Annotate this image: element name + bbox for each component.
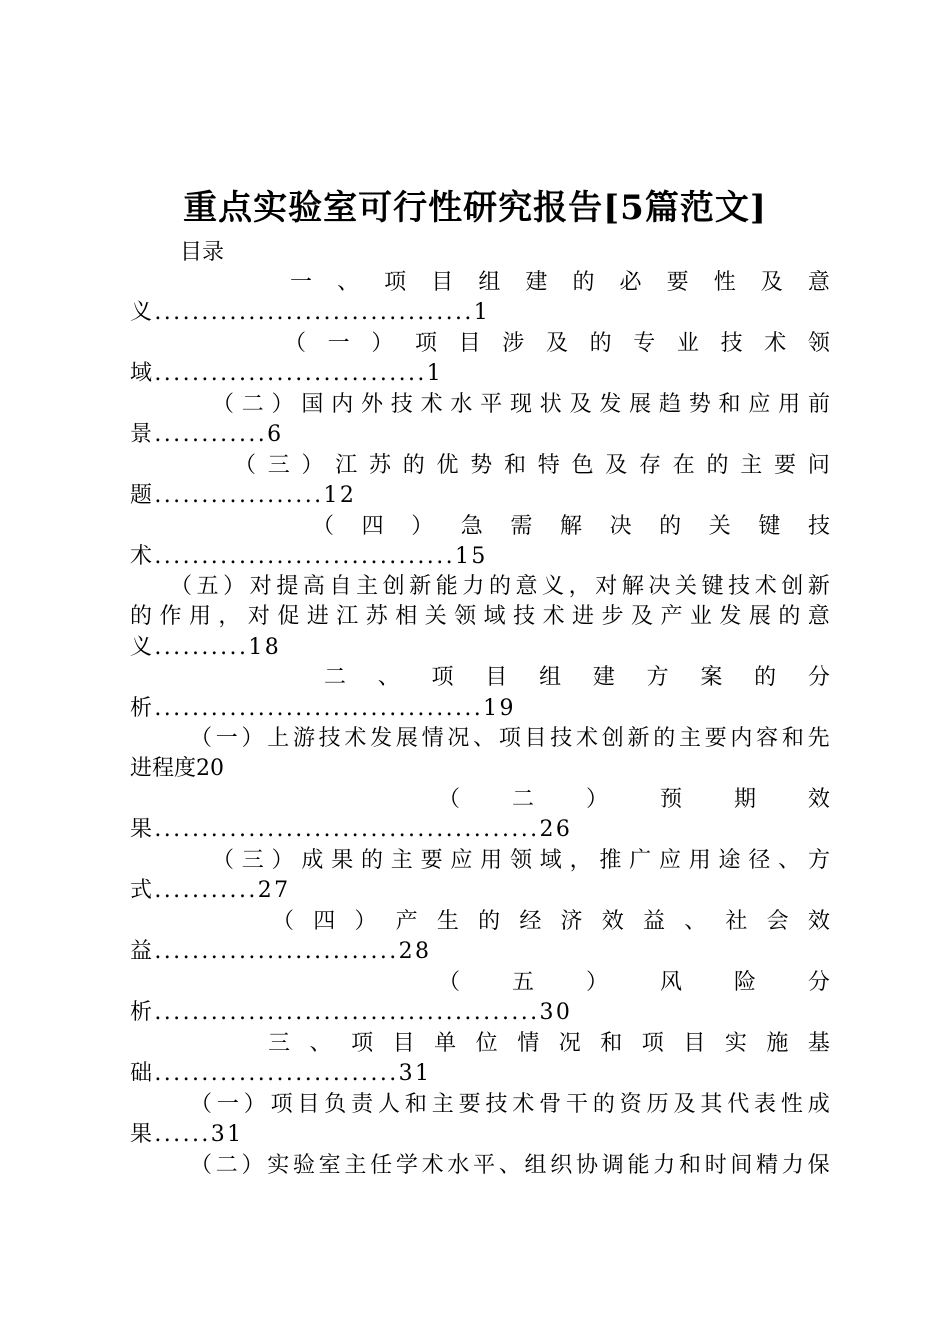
toc-entry-4-line2: 题..................12 bbox=[130, 483, 357, 508]
toc-entry-6-line2: 的 作 用 ， 对 促 进 江 苏 相 关 领 域 技 术 进 步 及 产 业 发 展 的 意 bbox=[130, 604, 830, 629]
toc-entry-11-line2: 益..........................28 bbox=[130, 939, 432, 964]
toc-entry-3-line2: 景............6 bbox=[130, 422, 284, 447]
toc-entry-5-line2: 术................................15 bbox=[130, 544, 488, 569]
toc-entry-12-line2: 析.........................................30 bbox=[130, 1000, 573, 1025]
toc-entry-6-line3: 义..........18 bbox=[130, 635, 282, 660]
toc-entry-14-line2: 果......31 bbox=[130, 1122, 244, 1147]
toc-entry-5-line1: （ 四 ） 急 需 解 决 的 关 键 技 bbox=[312, 514, 830, 539]
toc-entry-4-line1: （ 三 ） 江 苏 的 优 势 和 特 色 及 存 在 的 主 要 问 bbox=[234, 453, 830, 478]
toc-entry-9-line1: （ 二 ） 预 期 效 bbox=[438, 787, 830, 812]
toc-entry-2-line1: （ 一 ） 项 目 涉 及 的 专 业 技 术 领 bbox=[284, 331, 830, 356]
toc-entry-1-line1: 一 、 项 目 组 建 的 必 要 性 及 意 bbox=[290, 270, 830, 295]
toc-entry-10-line1: （ 三 ） 成 果 的 主 要 应 用 领 域 ， 推 广 应 用 途 径 、 方 bbox=[212, 848, 830, 873]
toc-entry-9-line2: 果.........................................26 bbox=[130, 817, 573, 842]
toc-entry-13-line2: 础..........................31 bbox=[130, 1061, 432, 1086]
toc-entry-15-line1: （ 二 ） 实 验 室 主 任 学 术 水 平 、 组 织 协 调 能 力 和 时 间 精 力 保 bbox=[190, 1153, 830, 1178]
toc-entry-11-line1: （ 四 ） 产 生 的 经 济 效 益 、 社 会 效 bbox=[272, 909, 830, 934]
toc-entry-7-line2: 析...................................19 bbox=[130, 696, 516, 721]
toc-entry-1-line2: 义..................................1 bbox=[130, 300, 491, 325]
toc-entry-3-line1: （ 二 ） 国 内 外 技 术 水 平 现 状 及 发 展 趋 势 和 应 用 前 bbox=[212, 392, 830, 417]
toc-entry-2-line2: 域.............................1 bbox=[130, 361, 444, 386]
toc-label: 目录 bbox=[180, 240, 225, 265]
toc-entry-7-line1: 二 、 项 目 组 建 方 案 的 分 bbox=[324, 665, 830, 690]
toc-entry-6-line1: （ 五 ） 对 提 高 自 主 创 新 能 力 的 意 义 ， 对 解 决 关 键 技 术 创 新 bbox=[170, 574, 830, 599]
toc-entry-12-line1: （ 五 ） 风 险 分 bbox=[438, 970, 830, 995]
toc-entry-13-line1: 三 、 项 目 单 位 情 况 和 项 目 实 施 基 bbox=[268, 1031, 830, 1056]
toc-entry-10-line2: 式...........27 bbox=[130, 878, 291, 903]
toc-entry-8-line1: （ 一 ） 上 游 技 术 发 展 情 况 、 项 目 技 术 创 新 的 主 要 内 容 和 先 bbox=[190, 726, 830, 751]
document-title: 重点实验室可行性研究报告[5篇范文] bbox=[183, 188, 767, 228]
toc-entry-8-line2: 进程度20 bbox=[130, 756, 224, 781]
toc-entry-14-line1: （ 一 ） 项 目 负 责 人 和 主 要 技 术 骨 干 的 资 历 及 其 代 表 性 成 bbox=[190, 1092, 830, 1117]
